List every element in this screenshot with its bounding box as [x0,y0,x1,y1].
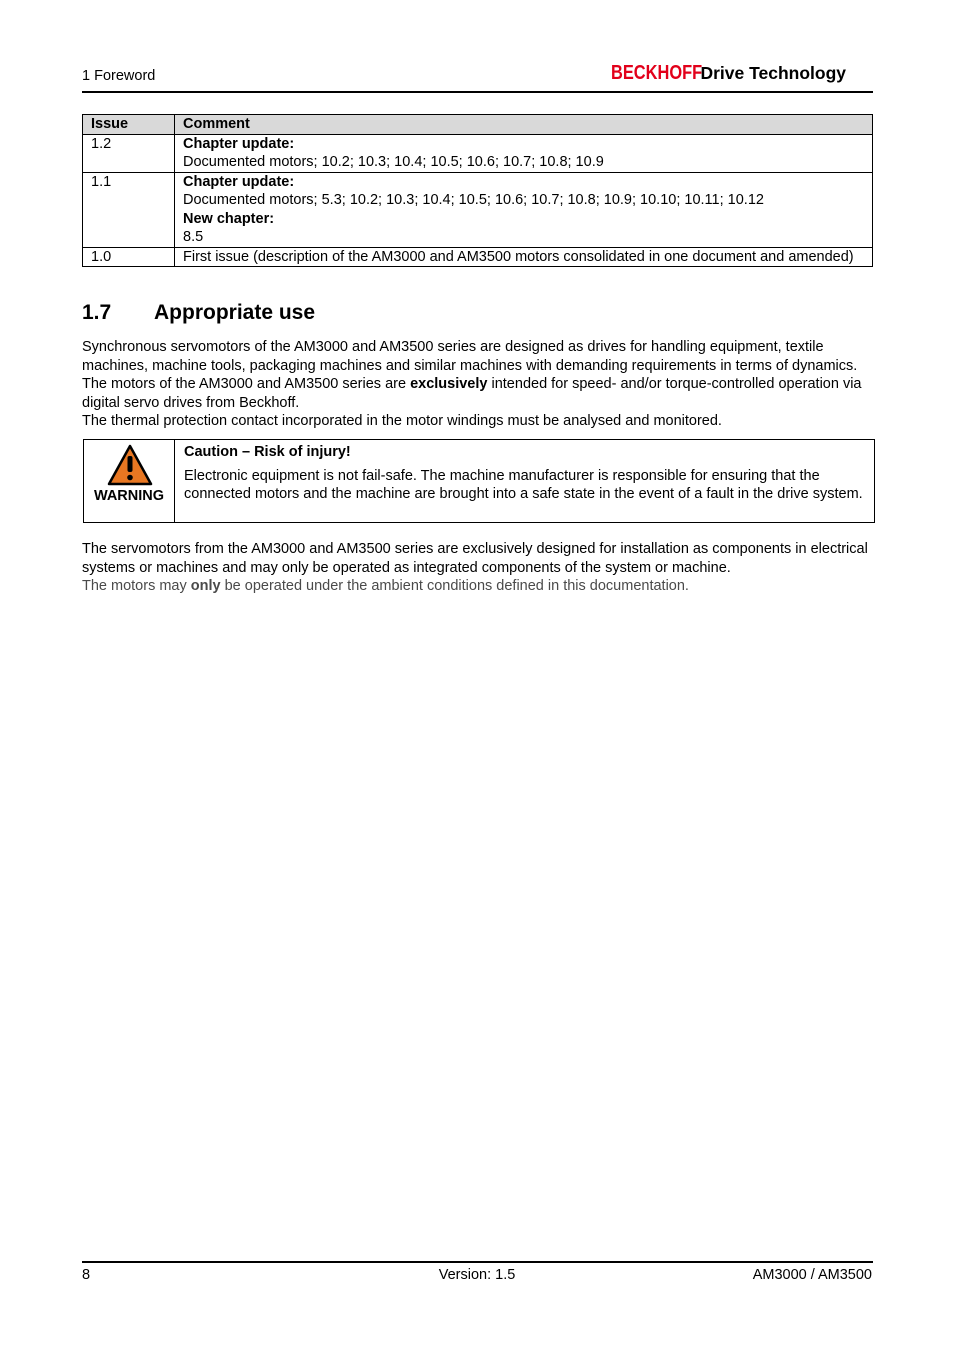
table-body [83,134,873,267]
column-header-comment: Comment [175,115,873,135]
chapter-header: 1 Foreword [82,68,156,84]
comment-heading: New chapter: [183,210,275,227]
comment-line: First issue (description of the AM3000 and AM3500 motors consolidated in one document and amended) [183,248,854,265]
paragraph-text: be operated under the ambient conditions defined in this documentation. [220,578,689,594]
comment-cell [175,134,873,172]
header-rule [82,91,873,93]
comment-heading: Chapter update: [183,173,295,190]
section-heading [82,301,315,325]
brand-header [591,62,846,85]
issue-cell: 1.0 [83,247,175,267]
ambient-conditions-text [82,578,689,594]
warning-title: Caution – Risk of injury! [184,444,351,460]
footer-rule [82,1261,873,1263]
installation-paragraph [82,540,874,596]
paragraph-text: Synchronous servomotors of the AM3000 and AM3500 series are designed as drives for handling equipment, textile machines, machine tools, packaging machines and similar machines with demanding requirements in terms of dynamics. The motors of the AM3000 and AM3500 series are [82,339,858,392]
column-header-issue: Issue [83,115,175,135]
warning-box [83,439,875,523]
warning-content [175,440,874,522]
warning-triangle-icon [107,444,153,486]
comment-cell [175,247,873,267]
intended-use-paragraph [82,338,874,431]
product-label: AM3000 / AM3500 [752,1267,872,1283]
table-row [83,134,873,172]
warning-text: Electronic equipment is not fail-safe. The machine manufacturer is responsible for ensuring that the connected motors and the machine are brought into a safe state in the event of a fault in the drive system. [184,467,863,502]
paragraph-text: The motors may [82,578,191,594]
paragraph-text: The servomotors from the AM3000 and AM3500 series are exclusively designed for installation as components in electrical systems or machines and may only be operated as integrated components of the system or machine. [82,541,868,576]
issue-cell: 1.2 [83,134,175,172]
section-title: Appropriate use [154,301,316,324]
comment-cell [175,172,873,247]
page-number: 8 [82,1267,91,1283]
table-header-row [83,115,873,135]
comment-line: 8.5 [183,229,204,245]
emphasis-text: only [190,578,221,594]
version-label: Version: 1.5 [438,1267,516,1283]
thermal-protection-text: The thermal protection contact incorporated in the motor windings must be analysed and monitored. [82,413,722,429]
paragraph-text: intended for speed- and/or torque-controlled operation via digital servo drives from Beckhoff. [82,376,862,411]
warning-label: WARNING [93,488,165,504]
table-row [83,247,873,267]
table-row [83,172,873,247]
issue-table [82,114,873,267]
comment-line: Documented motors; 5.3; 10.2; 10.3; 10.4; 10.5; 10.6; 10.7; 10.8; 10.9; 10.10; 10.11; 10.12 [183,192,764,208]
brand-suffix: Drive Technology [700,63,846,83]
comment-line: Documented motors; 10.2; 10.3; 10.4; 10.5; 10.6; 10.7; 10.8; 10.9 [183,154,604,170]
comment-heading: Chapter update: [183,135,295,152]
issue-cell: 1.1 [83,172,175,247]
section-number: 1.7 [82,301,112,324]
emphasis-text: exclusively [410,376,488,392]
warning-signal [84,440,175,522]
beckhoff-logo: BECKHOFF [611,62,703,84]
